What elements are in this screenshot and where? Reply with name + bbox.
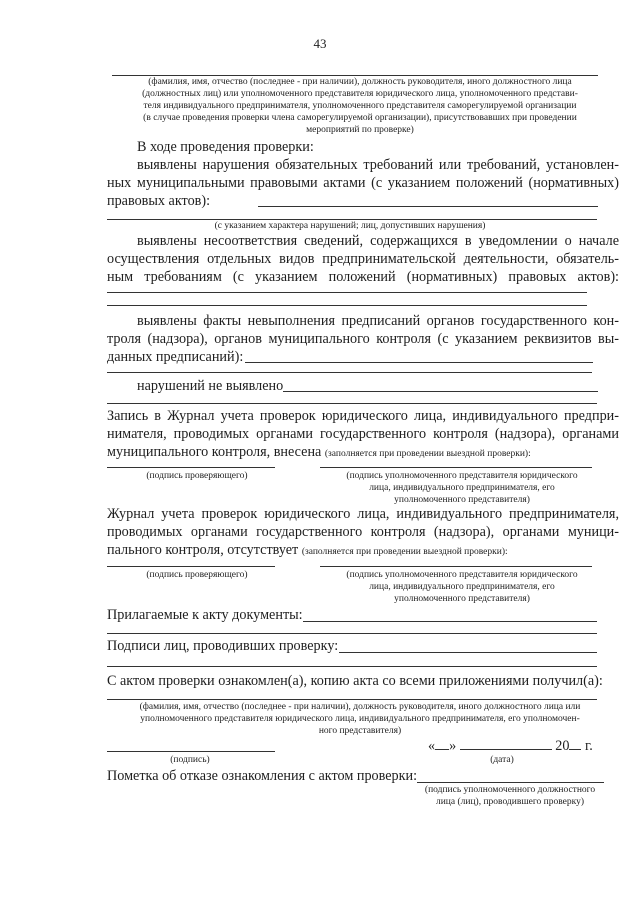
absent-rep-caption: (подпись уполномоченного представителя юридического лица, индивидуального предпринимателя, его уполномоченного представителя) <box>346 570 578 604</box>
inspectors-signatures-fill-1 <box>339 652 597 653</box>
journal-absent-line-1: Журнал учета проверок юридического лица, индивидуального предпринимателя, <box>107 506 619 522</box>
violations-line-2: ных муниципальными правовыми актами (с указанием положений (нормативных) <box>107 175 619 191</box>
journal-absent-line-2: проводимых органами государственного контроля (надзора), органами муници- <box>107 524 619 540</box>
nonfulfillment-fill-2 <box>107 372 592 373</box>
inconsistencies-line-2: осуществления отдельных видов предпринимательской деятельности, обязатель- <box>107 251 619 267</box>
inspectors-signatures-label: Подписи лиц, проводивших проверку: <box>107 638 339 654</box>
acquainted-sig-line <box>107 751 275 752</box>
no-violations-fill-1 <box>283 391 598 392</box>
top-caption: (фамилия, имя, отчество (последнее - при наличии), должность руководителя, иного должностного лица (должностных лиц) или уполномоченного представителя юридического лица, уполномоченного представи- теля индивидуального предпринимателя, уполномоченного представителя саморегулируемой организации (в случае проведения проверки члена саморегулируемой организации), присутствовавших при проведении мероприятий по проверке) <box>142 77 578 135</box>
journal-absent-line-3: пального контроля, отсутствует (заполняется при проведении выездной проверки): <box>107 542 508 558</box>
inconsistencies-fill-2 <box>107 305 587 306</box>
refusal-label: Пометка об отказе ознакомления с актом проверки: <box>107 768 418 784</box>
month-blank <box>460 737 552 750</box>
attached-docs-label: Прилагаемые к акту документы: <box>107 607 303 623</box>
absent-inspector-caption: (подпись проверяющего) <box>146 570 248 580</box>
date-caption: (дата) <box>490 755 514 765</box>
date-field: « » 20 г. <box>428 738 593 754</box>
refusal-fill <box>417 782 604 783</box>
absent-rep-sig-line <box>320 566 592 567</box>
acquainted-label: С актом проверки ознакомлен(а), копию акта со всеми приложениями получил(а): <box>107 673 603 689</box>
page-number: 43 <box>313 36 327 51</box>
nonfulfillment-line-3: данных предписаний): <box>107 349 244 365</box>
journal-rep-sig-line <box>320 467 592 468</box>
violations-caption: (с указанием характера нарушений; лиц, допустивших нарушения) <box>214 221 486 231</box>
year-blank <box>569 737 581 750</box>
nonfulfillment-fill-1 <box>245 362 593 363</box>
violations-fill-1 <box>258 206 598 207</box>
day-blank <box>435 737 449 750</box>
journal-inspector-caption: (подпись проверяющего) <box>146 471 248 481</box>
violations-line-3: правовых актов): <box>107 193 211 209</box>
inspectors-signatures-fill-2 <box>107 666 597 667</box>
journal-entry-line-1: Запись в Журнал учета проверок юридического лица, индивидуального предпри- <box>107 408 619 424</box>
no-violations-label: нарушений не выявлено <box>137 378 284 394</box>
refusal-caption: (подпись уполномоченного должностного лица (лиц), проводившего проверку) <box>424 785 596 807</box>
journal-entry-line-3: муниципального контроля, внесена (заполняется при проведении выездной проверки): <box>107 444 531 460</box>
journal-entry-line-2: нимателя, проводимых органами государственного контроля (надзора), органами <box>107 426 619 442</box>
absent-inspector-sig-line <box>107 566 275 567</box>
inconsistencies-line-1: выявлены несоответствия сведений, содержащихся в уведомлении о начале <box>137 233 619 249</box>
journal-rep-caption: (подпись уполномоченного представителя юридического лица, индивидуального предпринимателя, его уполномоченного представителя) <box>346 471 578 505</box>
during-check-heading: В ходе проведения проверки: <box>137 139 314 155</box>
violations-line-1: выявлены нарушения обязательных требований или требований, установлен- <box>137 157 619 173</box>
acquainted-caption: (фамилия, имя, отчество (последнее - при наличии), должность руководителя, иного должностного лица или уполномоченного представителя юридического лица, индивидуального предпринимателя, его уполномочен- ного представителя) <box>139 702 581 736</box>
nonfulfillment-line-1: выявлены факты невыполнения предписаний органов государственного кон- <box>137 313 619 329</box>
acquainted-fill <box>107 699 597 700</box>
inconsistencies-fill-1 <box>107 292 587 293</box>
attached-docs-fill-1 <box>303 621 597 622</box>
journal-inspector-sig-line <box>107 467 275 468</box>
no-violations-fill-2 <box>107 403 597 404</box>
attached-docs-fill-2 <box>107 633 597 634</box>
inconsistencies-line-3: ным требованиям (с указанием положений (нормативных) правовых актов): <box>107 269 619 285</box>
signature-caption: (подпись) <box>170 755 210 765</box>
nonfulfillment-line-2: троля (надзора), органов муниципального контроля (с указанием реквизитов вы- <box>107 331 619 347</box>
